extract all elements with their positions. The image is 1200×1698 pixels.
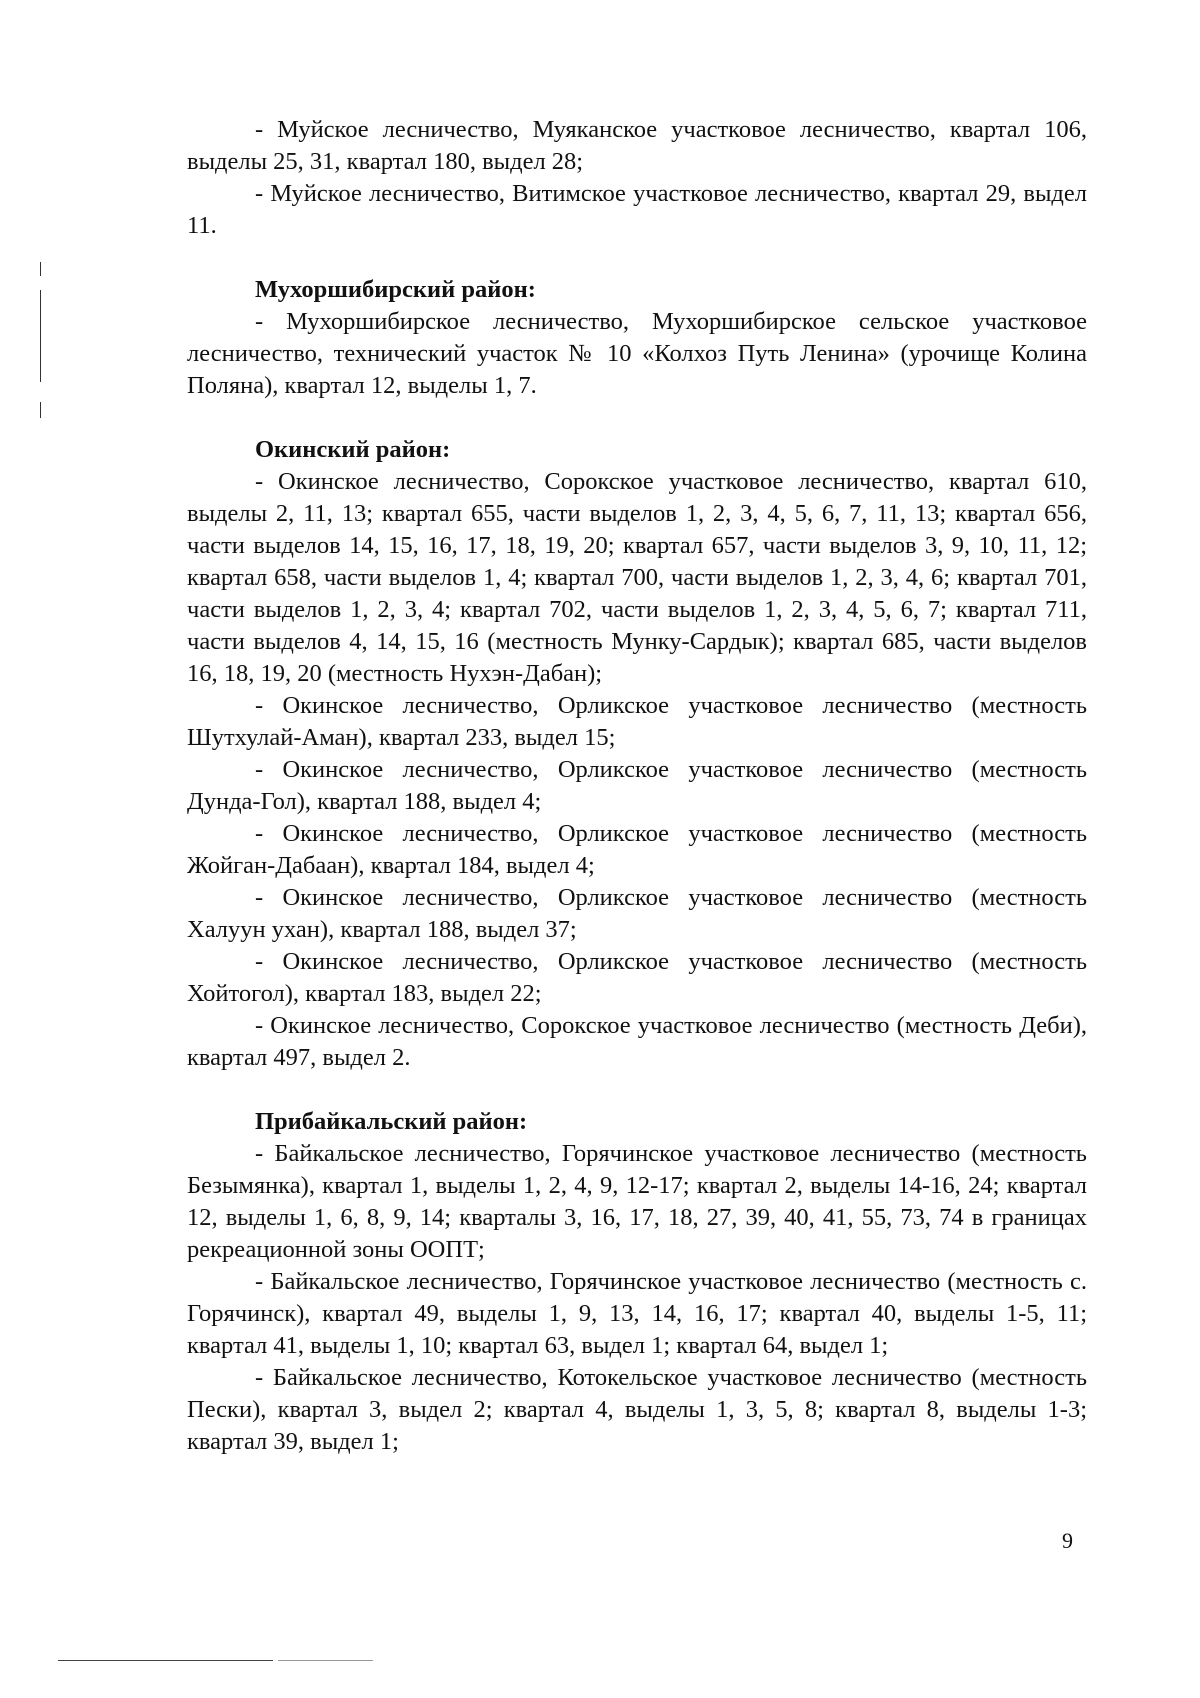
section-gap [187,402,1087,434]
paragraph: - Байкальское лесничество, Горячинское участковое лесничество (местность с. Горячинск), квартал 49, выделы 1, 9, 13, 14, 16, 17; квартал 40, выделы 1-5, 11; квартал 41, выделы 1, 10; квартал 63, выдел 1; квартал 64, выдел 1; [187,1268,1087,1359]
margin-mark-1 [40,262,41,276]
margin-mark-2 [40,290,41,382]
page-number: 9 [1062,1528,1073,1553]
footer-rule [58,1660,273,1661]
section-gap [187,1074,1087,1106]
paragraph: - Окинское лесничество, Сорокское участковое лесничество, квартал 610, выделы 2, 11, 13; квартал 655, части выделов 1, 2, 3, 4, 5, 6, 7, 11, 13; квартал 656, части выделов 14, 15, 16, 17, 18, 19, 20; квартал 657, части выделов 3, 9, 10, 11, 12; квартал 658, части выделов 1, 4; квартал 700, части выделов 1, 2, 3, 4, 6; квартал 701, части выделов 1, 2, 3, 4; квартал 702, части выделов 1, 2, 3, 4, 5, 6, 7; квартал 711, части выделов 4, 14, 15, 16 (местность Мунку-Сардык); квартал 685, части выделов 16, 18, 19, 20 (местность Нухэн-Дабан); [187,468,1087,687]
document-page [187,114,1087,1458]
section-heading-mukhorshibir: Мухоршибирский район: [255,276,536,303]
paragraph: - Окинское лесничество, Орликское участковое лесничество (местность Шутхулай-Аман), квартал 233, выдел 15; [187,692,1087,751]
paragraph: - Мухоршибирское лесничество, Мухоршибирское сельское участковое лесничество, технический участок № 10 «Колхоз Путь Ленина» (урочище Колина Поляна), квартал 12, выделы 1, 7. [187,308,1087,399]
section-heading-okinsky: Окинский район: [255,436,451,463]
section-heading-pribaikalsky: Прибайкальский район: [255,1108,528,1135]
section-gap [187,242,1087,274]
paragraph: - Муйское лесничество, Муяканское участковое лесничество, квартал 106, выделы 25, 31, квартал 180, выдел 28; [187,116,1087,175]
paragraph: - Окинское лесничество, Орликское участковое лесничество (местность Жойган-Дабаан), квартал 184, выдел 4; [187,820,1087,879]
paragraph: - Окинское лесничество, Орликское участковое лесничество (местность Дунда-Гол), квартал 188, выдел 4; [187,756,1087,815]
paragraph: - Муйское лесничество, Витимское участковое лесничество, квартал 29, выдел 11. [187,180,1087,239]
footer-rule-faint [278,1660,373,1661]
paragraph: - Байкальское лесничество, Котокельское участковое лесничество (местность Пески), квартал 3, выдел 2; квартал 4, выделы 1, 3, 5, 8; квартал 8, выделы 1-3; квартал 39, выдел 1; [187,1364,1087,1455]
paragraph: - Окинское лесничество, Орликское участковое лесничество (местность Хойтогол), квартал 183, выдел 22; [187,948,1087,1007]
paragraph: - Байкальское лесничество, Горячинское участковое лесничество (местность Безымянка), квартал 1, выделы 1, 2, 4, 9, 12-17; квартал 2, выделы 14-16, 24; квартал 12, выделы 1, 6, 8, 9, 14; кварталы 3, 16, 17, 18, 27, 39, 40, 41, 55, 73, 74 в границах рекреационной зоны ООПТ; [187,1140,1087,1263]
paragraph: - Окинское лесничество, Сорокское участковое лесничество (местность Деби), квартал 497, выдел 2. [187,1012,1087,1071]
paragraph: - Окинское лесничество, Орликское участковое лесничество (местность Халуун ухан), квартал 188, выдел 37; [187,884,1087,943]
margin-mark-3 [40,402,41,418]
